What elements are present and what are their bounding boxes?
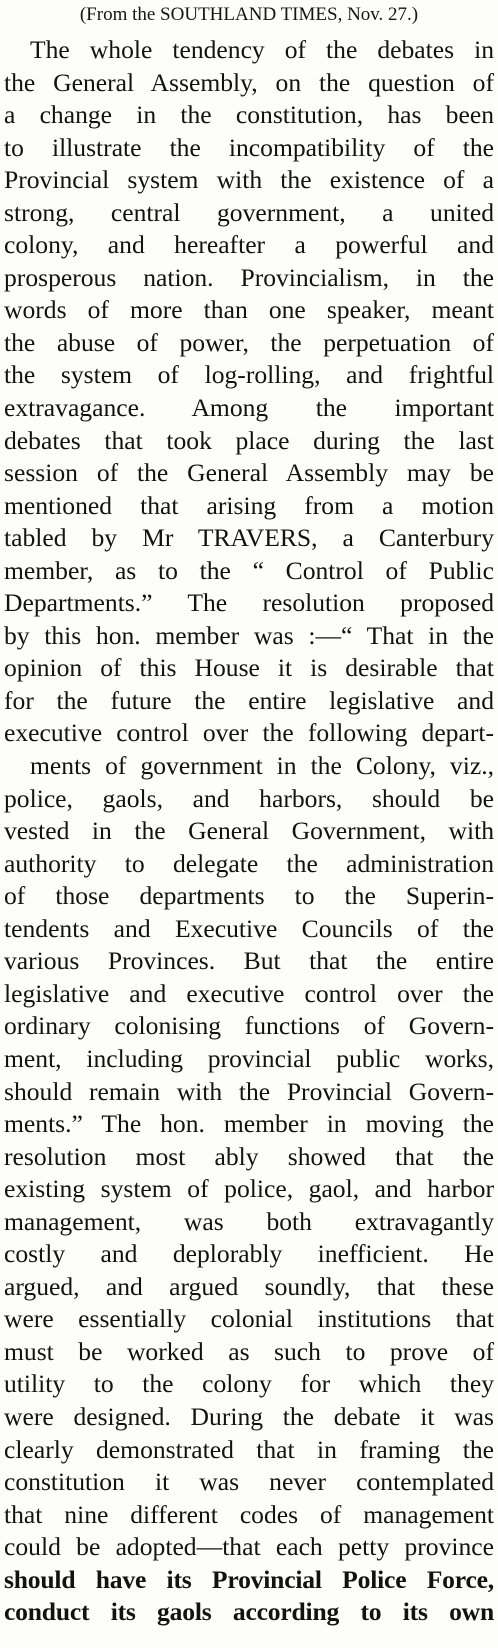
text-line: should remain with the Provincial Govern- bbox=[4, 1076, 494, 1106]
text-line: should have its Provincial Police Force, bbox=[4, 1564, 494, 1594]
text-line: words of more than one speaker, meant bbox=[4, 295, 494, 325]
text-line: were designed. During the debate it was bbox=[4, 1401, 494, 1431]
text-line: Provincial system with the existence of a bbox=[4, 165, 494, 195]
text-line: must be worked as such to prove of bbox=[4, 1336, 494, 1366]
text-line: clearly demonstrated that in framing the bbox=[4, 1434, 494, 1464]
text-line: existing system of police, gaol, and harbor bbox=[4, 1174, 494, 1204]
text-line: ments.” The hon. member in moving the bbox=[4, 1109, 494, 1139]
text-line: various Provinces. But that the entire bbox=[4, 946, 494, 976]
text-line: strong, central government, a united bbox=[4, 197, 494, 227]
text-line: The whole tendency of the debates in bbox=[30, 35, 494, 64]
text-line: constitution it was never contemplated bbox=[4, 1467, 494, 1497]
text-line: costly and deplorably inefficient. He bbox=[4, 1239, 494, 1269]
text-line: of those departments to the Superin- bbox=[4, 881, 494, 911]
text-line: argued, and argued soundly, that these bbox=[4, 1271, 494, 1301]
text-line: extravagance. Among the important bbox=[4, 393, 494, 423]
text-line: could be adopted—that each petty province bbox=[4, 1532, 494, 1562]
text-line: member, as to the “ Control of Public bbox=[4, 555, 494, 585]
text-line: to illustrate the incompatibility of the bbox=[4, 132, 494, 162]
text-line: resolution most ably showed that the bbox=[4, 1141, 494, 1171]
text-line: the General Assembly, on the question of bbox=[4, 67, 494, 97]
text-line: conduct its gaols according to its own bbox=[4, 1597, 494, 1627]
dateline: (From the SOUTHLAND TIMES, Nov. 27.) bbox=[79, 4, 419, 25]
text-line: opinion of this House it is desirable that bbox=[4, 653, 494, 683]
text-line: executive control over the following depart- bbox=[4, 718, 494, 748]
text-line: tabled by Mr TRAVERS, a Canterbury bbox=[4, 523, 494, 553]
text-line: were essentially colonial institutions that bbox=[4, 1304, 494, 1334]
text-line: session of the General Assembly may be bbox=[4, 458, 494, 488]
text-line: ordinary colonising functions of Govern- bbox=[4, 1011, 494, 1041]
text-line: prosperous nation. Provincialism, in the bbox=[4, 262, 494, 292]
text-line: mentioned that arising from a motion bbox=[4, 490, 494, 520]
text-line: ment, including provincial public works, bbox=[4, 1043, 494, 1073]
text-line: a change in the constitution, has been bbox=[4, 100, 494, 130]
text-line: the abuse of power, the perpetuation of bbox=[4, 327, 494, 357]
text-line: management, was both extravagantly bbox=[4, 1206, 494, 1236]
text-line: that nine different codes of management bbox=[4, 1499, 494, 1529]
text-line: police, gaols, and harbors, should be bbox=[4, 783, 494, 813]
text-line: for the future the entire legislative and bbox=[4, 685, 494, 715]
text-line: vested in the General Government, with bbox=[4, 816, 494, 846]
text-line: authority to delegate the administration bbox=[4, 848, 494, 878]
text-line: colony, and hereafter a powerful and bbox=[4, 230, 494, 260]
text-line: utility to the colony for which they bbox=[4, 1369, 494, 1399]
article-body bbox=[4, 34, 494, 1629]
text-line: legislative and executive control over the bbox=[4, 978, 494, 1008]
text-line: Departments.” The resolution proposed bbox=[4, 588, 494, 618]
text-line: by this hon. member was :—“ That in the bbox=[4, 620, 494, 650]
text-line: tendents and Executive Councils of the bbox=[4, 913, 494, 943]
text-line: the system of log-rolling, and frightful bbox=[4, 360, 494, 390]
text-line: ments of government in the Colony, viz., bbox=[30, 751, 494, 781]
text-line: debates that took place during the last bbox=[4, 425, 494, 455]
